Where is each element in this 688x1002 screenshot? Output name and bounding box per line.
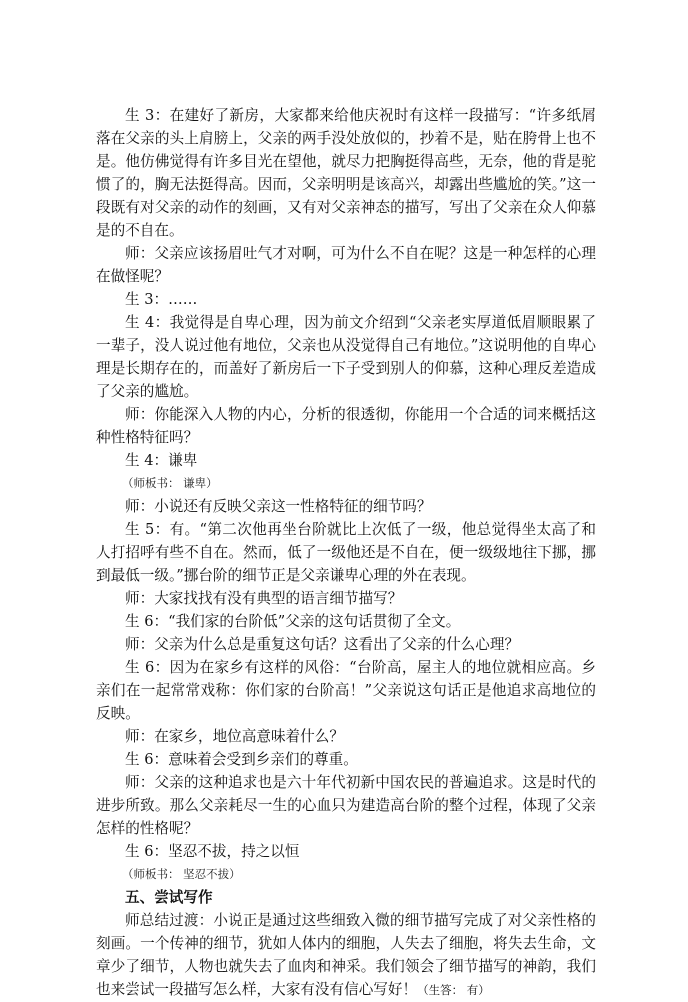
paragraph-teacher-status-question: 师：在家乡，地位高意味着什么？ <box>125 728 344 745</box>
paragraph-teacher-summary <box>96 909 596 1002</box>
paragraph-teacher-detail-question: 师：小说还有反映父亲这一性格特征的细节吗？ <box>125 498 432 515</box>
board-note-humble: （师板书： 谦卑） <box>122 476 218 490</box>
paragraph-student6-custom: 生 6：因为在家乡有这样的风俗：“台阶高，屋主人的地位就相应高。乡亲们在一起常常戏称：你们家的台阶高！”父亲说这句话正是他追求高地位的反映。 <box>96 659 596 722</box>
paragraph-teacher-praise: 师：你能深入人物的内心，分析的很透彻，你能用一个合适的词来概括这种性格特征吗？ <box>96 406 596 446</box>
summary-text: 师总结过渡：小说正是通过这些细致入微的细节描写完成了对父亲性格的刻画。一个传神的细节，犹如人体内的细胞，人失去了细胞，将失去生命，文章少了细节，人物也就失去了血肉和神采。我们领会了细节描写的神韵，我们也来尝试一段描写怎么样，大家有没有信心写好！ <box>96 912 596 998</box>
paragraph-teacher-era: 师：父亲的这种追求也是六十年代初新中国农民的普遍追求。这是时代的进步所致。那么父亲耗尽一生的心血只为建造高台阶的整个过程，体现了父亲怎样的性格呢？ <box>96 774 596 837</box>
paragraph-student3-description: 生 3：在建好了新房，大家都来给他庆祝时有这样一段描写：“许多纸屑落在父亲的头上肩膀上，父亲的两手没处放似的，抄着不是，贴在胯骨上也不是。他仿佛觉得有许多目光在望他，就尽力把胸挺得高些，无奈，他的背是驼惯了的，胸无法挺得高。因而，父亲明明是该高兴，却露出些尴尬的笑。”这一段既有对父亲的动作的刻画，又有对父亲神态的描写，写出了父亲在众人仰慕是的不自在。 <box>96 107 596 239</box>
paragraph-teacher-why-repeat: 师：父亲为什么总是重复这句话？这看出了父亲的什么心理？ <box>125 636 520 653</box>
paragraph-student6-respect: 生 6：意味着会受到乡亲们的尊重。 <box>125 751 358 768</box>
paragraph-student6-perseverance: 生 6：坚忍不拔，持之以恒 <box>125 843 300 860</box>
paragraph-student3-pause: 生 3：…… <box>125 291 198 308</box>
paragraph-teacher-language-question: 师：大家找找有没有典型的语言细节描写？ <box>125 590 403 607</box>
paragraph-teacher-question: 师：父亲应该扬眉吐气才对啊，可为什么不自在呢？这是一种怎样的心理在做怪呢？ <box>96 245 596 285</box>
paragraph-student4-answer: 生 4：我觉得是自卑心理，因为前文介绍到“父亲老实厚道低眉顺眼累了一辈子，没人说过他有地位，父亲也从没觉得自己有地位。”这说明他的自卑心理是长期存在的，而盖好了新房后一下子受到别人的仰慕，这种心理反差造成了父亲的尴尬。 <box>96 314 596 400</box>
student-answer-note: （生答： 有） <box>417 983 490 997</box>
document-body <box>96 104 596 1002</box>
paragraph-student4-word: 生 4：谦卑 <box>125 452 198 469</box>
board-note-perseverance: （师板书： 坚忍不拔） <box>122 867 241 881</box>
section-heading-writing: 五、尝试写作 <box>125 889 213 906</box>
paragraph-student6-quote: 生 6：“我们家的台阶低”父亲的这句话贯彻了全文。 <box>125 613 461 630</box>
paragraph-student5-answer: 生 5：有。“第二次他再坐台阶就比上次低了一级，他总觉得坐太高了和人打招呼有些不自在。然而，低了一级他还是不自在，便一级级地往下挪，挪到最低一级。”挪台阶的细节正是父亲谦卑心理的外在表现。 <box>96 521 596 584</box>
